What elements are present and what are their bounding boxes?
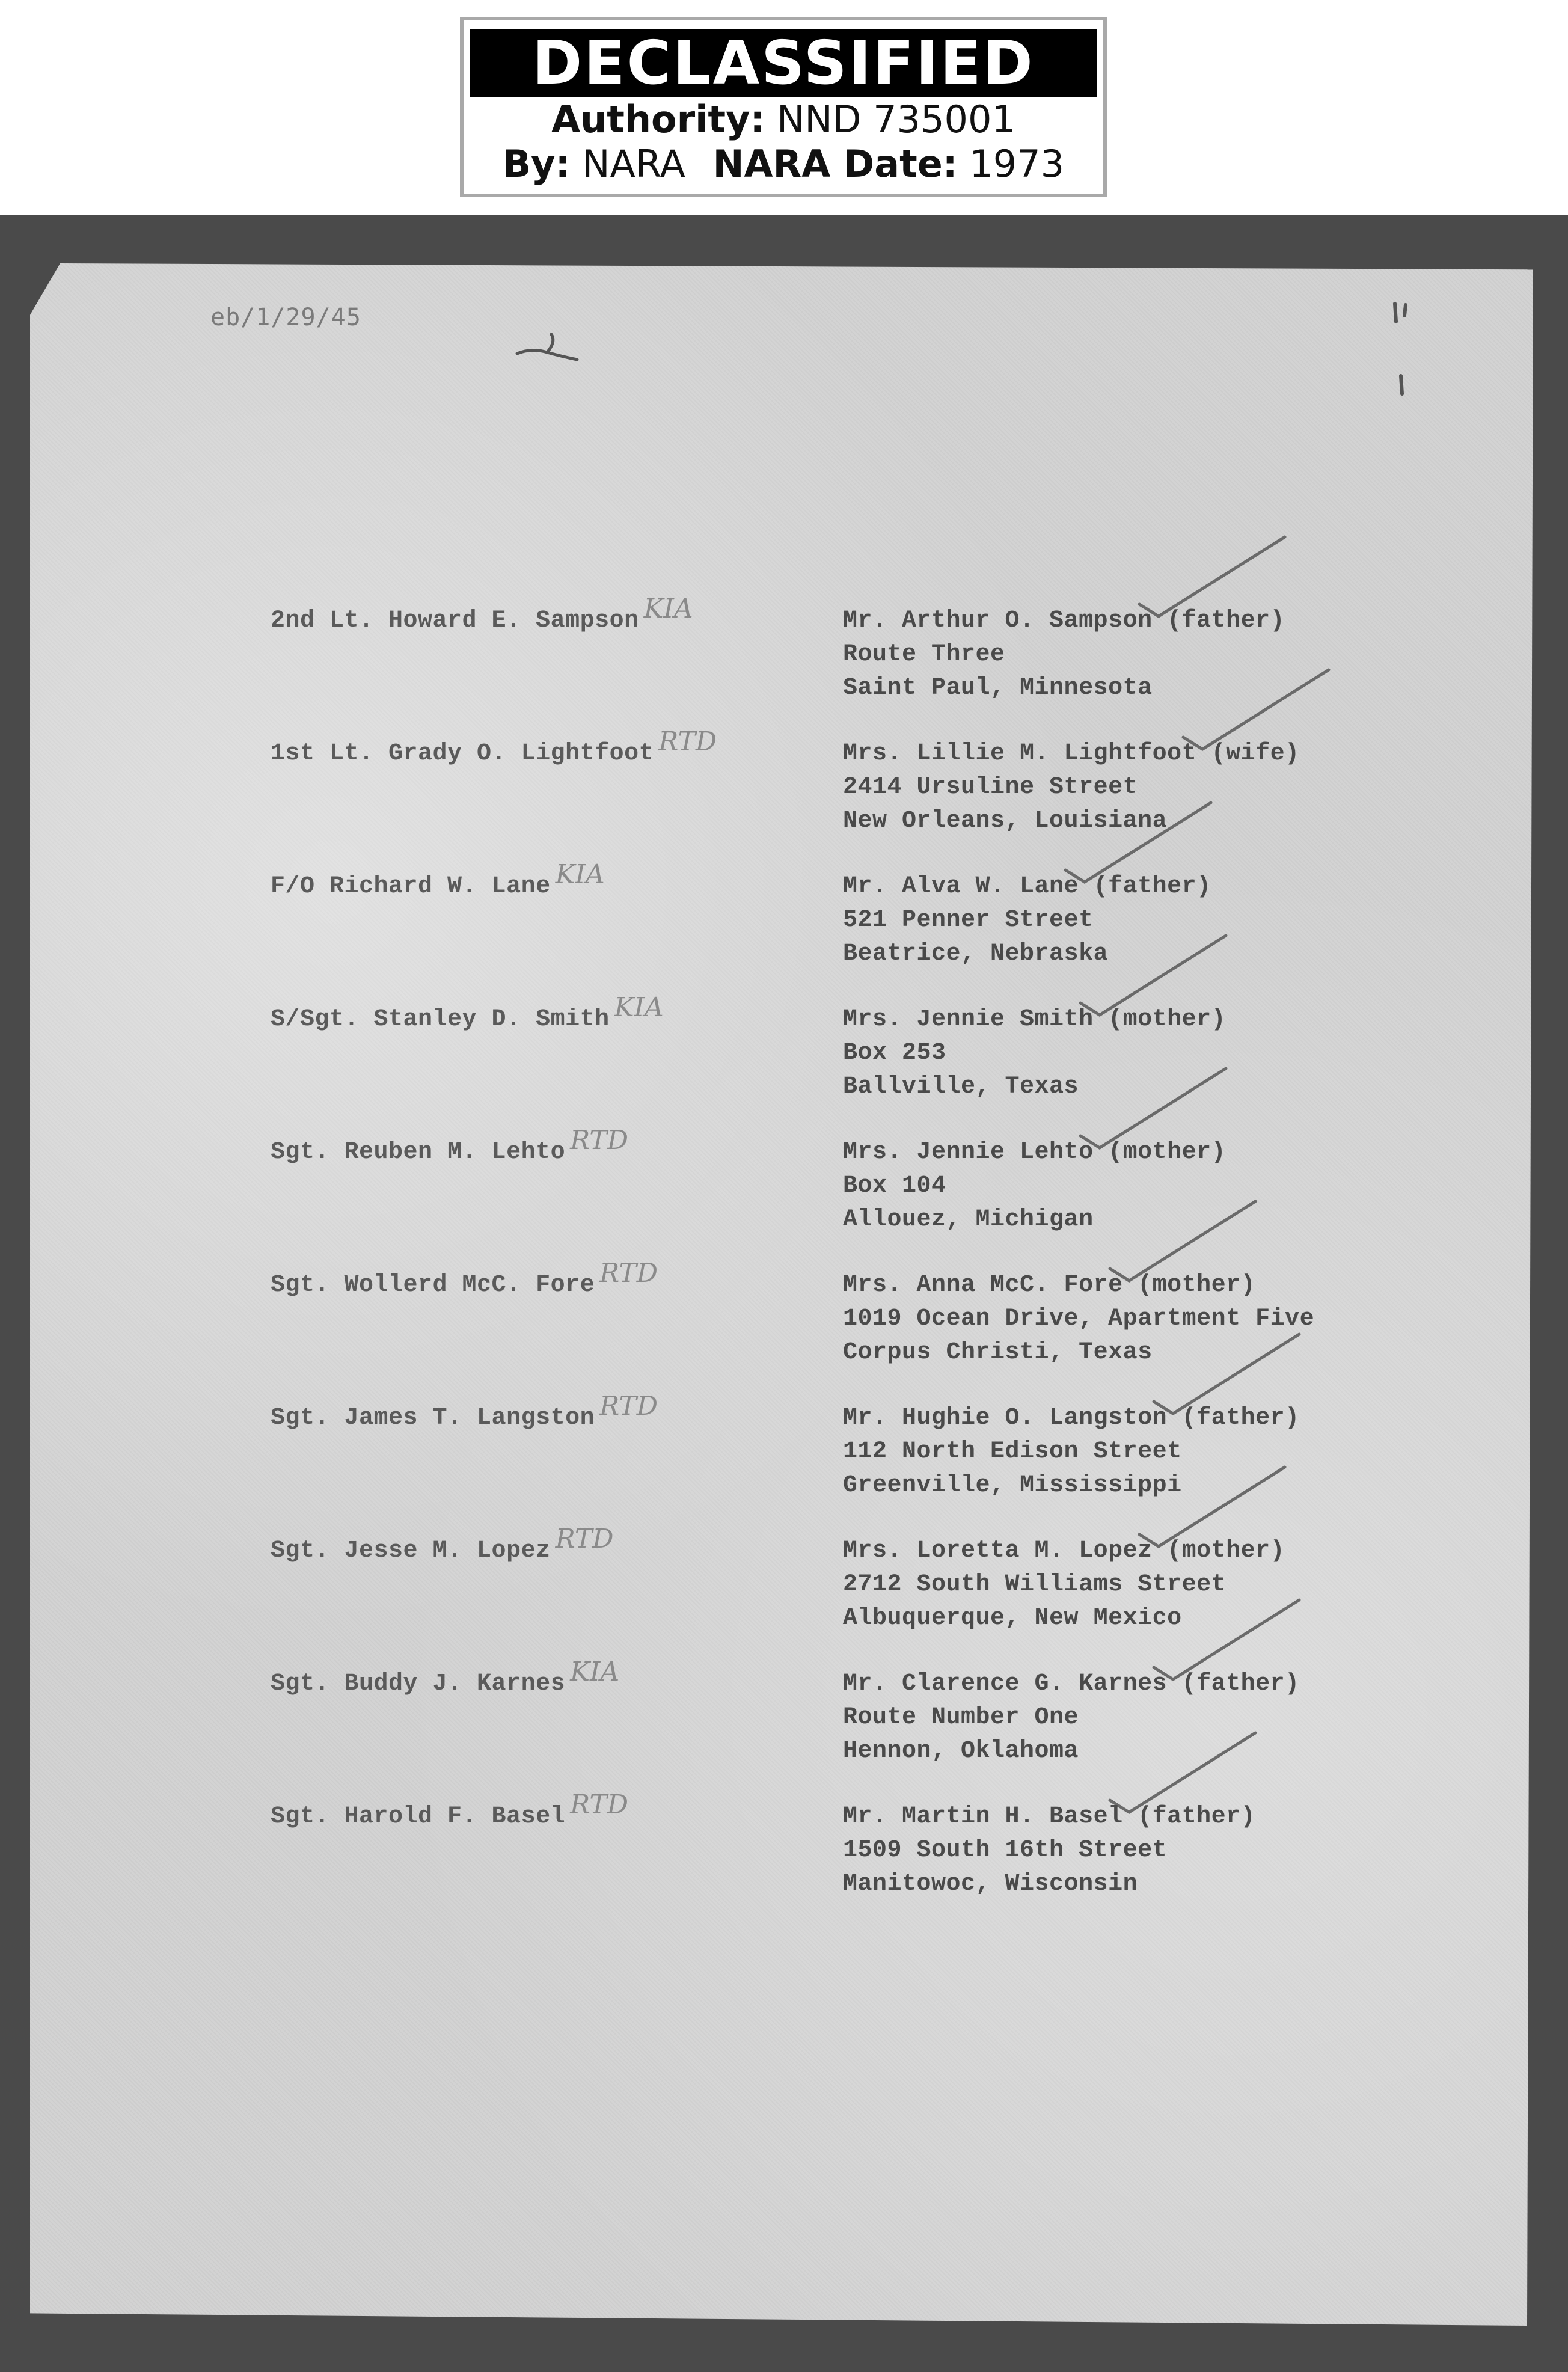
crew-member-name: 2nd Lt. Howard E. Sampson: [271, 607, 639, 634]
list-item: [0, 1391, 1568, 1522]
address-city: Albuquerque, New Mexico: [843, 1605, 1182, 1632]
crew-member-name: Sgt. Harold F. Basel: [271, 1803, 566, 1830]
address-line: 521 Penner Street: [843, 907, 1094, 934]
crew-member-name: S/Sgt. Stanley D. Smith: [271, 1006, 610, 1033]
list-item: [0, 859, 1568, 990]
address-line: Route Three: [843, 641, 1005, 668]
status-annotation: RTD: [555, 1524, 614, 1554]
list-item: [0, 1258, 1568, 1389]
relationship: (father): [1093, 873, 1211, 900]
stamp-title: DECLASSIFIED: [470, 29, 1097, 97]
relationship: (mother): [1108, 1139, 1227, 1166]
next-of-kin-name: Mr. Martin H. Basel: [843, 1803, 1123, 1830]
address-city: Hennon, Oklahoma: [843, 1738, 1079, 1765]
list-item: [0, 992, 1568, 1123]
address-city: Greenville, Mississippi: [843, 1472, 1182, 1499]
crew-member-name: F/O Richard W. Lane: [271, 873, 551, 900]
next-of-kin-name: Mrs. Anna McC. Fore: [843, 1272, 1123, 1299]
list-item: [0, 1524, 1568, 1655]
status-annotation: KIA: [570, 1656, 620, 1687]
document-reference: eb/1/29/45: [210, 304, 361, 331]
stamp-authority-label: Authority:: [551, 97, 765, 141]
next-of-kin-name: Mrs. Jennie Smith: [843, 1006, 1094, 1033]
crew-member-name: Sgt. Wollerd McC. Fore: [271, 1272, 595, 1299]
address-city: Beatrice, Nebraska: [843, 940, 1109, 967]
address-city: Allouez, Michigan: [843, 1206, 1094, 1233]
next-of-kin-name: Mr. Clarence G. Karnes: [843, 1670, 1168, 1697]
stamp-by-label: By:: [502, 142, 571, 186]
list-item: [0, 1125, 1568, 1256]
address-line: 2414 Ursuline Street: [843, 774, 1138, 801]
status-annotation: RTD: [599, 1391, 658, 1421]
stamp-by-value: NARA: [582, 142, 685, 186]
status-annotation: RTD: [570, 1789, 629, 1820]
relationship: (wife): [1211, 740, 1300, 767]
status-annotation: RTD: [570, 1125, 629, 1156]
crew-member-name: 1st Lt. Grady O. Lightfoot: [271, 740, 654, 767]
relationship: (father): [1138, 1803, 1256, 1830]
status-annotation: KIA: [614, 992, 664, 1023]
address-line: 1509 South 16th Street: [843, 1837, 1168, 1864]
stamp-authority-value: NND 735001: [777, 97, 1015, 141]
status-annotation: RTD: [658, 726, 717, 757]
status-annotation: KIA: [643, 593, 693, 624]
list-item: [0, 1789, 1568, 1920]
status-annotation: KIA: [555, 859, 605, 890]
address-city: Ballville, Texas: [843, 1073, 1079, 1100]
address-line: Box 253: [843, 1040, 946, 1067]
next-of-kin-name: Mrs. Loretta M. Lopez: [843, 1537, 1153, 1564]
relationship: (mother): [1138, 1272, 1256, 1299]
address-line: Box 104: [843, 1172, 946, 1200]
address-line: 1019 Ocean Drive, Apartment Five: [843, 1305, 1315, 1332]
next-of-kin-name: Mrs. Lillie M. Lightfoot: [843, 740, 1197, 767]
next-of-kin-name: Mrs. Jennie Lehto: [843, 1139, 1094, 1166]
address-city: New Orleans, Louisiana: [843, 808, 1168, 835]
address-city: Saint Paul, Minnesota: [843, 675, 1153, 702]
next-of-kin-address: [843, 1800, 1255, 1901]
crew-member-name: Sgt. Jesse M. Lopez: [271, 1537, 551, 1564]
address-city: Manitowoc, Wisconsin: [843, 1871, 1138, 1898]
relationship: (father): [1167, 607, 1285, 634]
status-annotation: RTD: [599, 1258, 658, 1289]
address-line: Route Number One: [843, 1704, 1079, 1731]
list-item: [0, 1656, 1568, 1788]
relationship: (mother): [1108, 1006, 1227, 1033]
crew-member-name: Sgt. James T. Langston: [271, 1405, 595, 1432]
next-of-kin-name: Mr. Hughie O. Langston: [843, 1405, 1168, 1432]
relationship: (father): [1181, 1405, 1300, 1432]
relationship: (mother): [1167, 1537, 1285, 1564]
crew-member-name: Sgt. Buddy J. Karnes: [271, 1670, 566, 1697]
list-item: [0, 726, 1568, 857]
relationship: (father): [1181, 1670, 1300, 1697]
address-city: Corpus Christi, Texas: [843, 1339, 1153, 1366]
next-of-kin-name: Mr. Alva W. Lane: [843, 873, 1079, 900]
crew-member-name: Sgt. Reuben M. Lehto: [271, 1139, 566, 1166]
stamp-date-label: NARA Date:: [712, 142, 958, 186]
address-line: 112 North Edison Street: [843, 1438, 1182, 1465]
address-line: 2712 South Williams Street: [843, 1571, 1227, 1598]
stamp-date-value: 1973: [969, 142, 1065, 186]
next-of-kin-name: Mr. Arthur O. Sampson: [843, 607, 1153, 634]
